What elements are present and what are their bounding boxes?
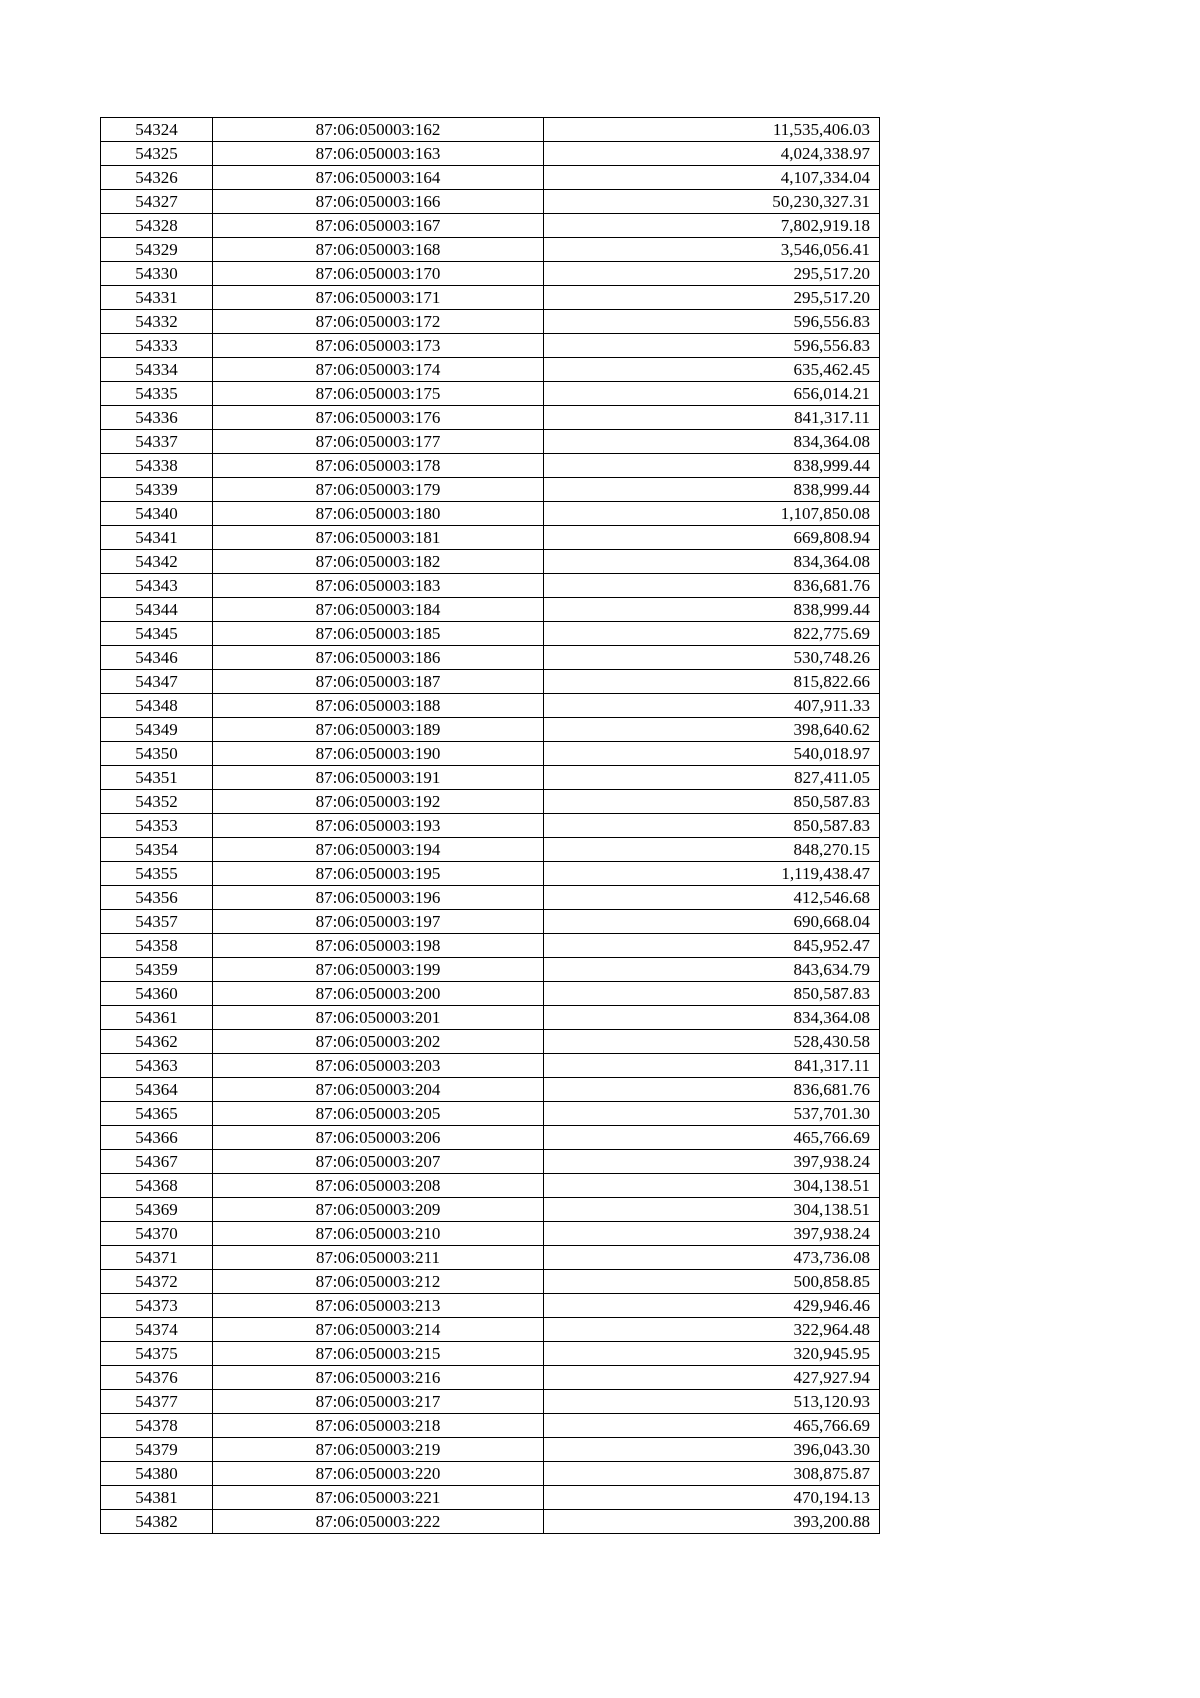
cadastral-number-cell: 87:06:050003:204 bbox=[213, 1078, 544, 1102]
table-row bbox=[101, 1006, 880, 1030]
table-row bbox=[101, 1342, 880, 1366]
row-number-cell: 54381 bbox=[101, 1486, 213, 1510]
row-number-cell: 54357 bbox=[101, 910, 213, 934]
value-cell: 836,681.76 bbox=[544, 1078, 880, 1102]
row-number-cell: 54343 bbox=[101, 574, 213, 598]
row-number-cell: 54363 bbox=[101, 1054, 213, 1078]
table-row bbox=[101, 910, 880, 934]
value-cell: 827,411.05 bbox=[544, 766, 880, 790]
value-cell: 4,024,338.97 bbox=[544, 142, 880, 166]
value-cell: 397,938.24 bbox=[544, 1222, 880, 1246]
row-number-cell: 54331 bbox=[101, 286, 213, 310]
row-number-cell: 54326 bbox=[101, 166, 213, 190]
cadastre-value-table bbox=[100, 117, 880, 1534]
value-cell: 690,668.04 bbox=[544, 910, 880, 934]
table-row bbox=[101, 334, 880, 358]
value-cell: 815,822.66 bbox=[544, 670, 880, 694]
table-row bbox=[101, 1414, 880, 1438]
row-number-cell: 54332 bbox=[101, 310, 213, 334]
cadastral-number-cell: 87:06:050003:203 bbox=[213, 1054, 544, 1078]
cadastral-number-cell: 87:06:050003:208 bbox=[213, 1174, 544, 1198]
value-cell: 669,808.94 bbox=[544, 526, 880, 550]
value-cell: 843,634.79 bbox=[544, 958, 880, 982]
cadastral-number-cell: 87:06:050003:213 bbox=[213, 1294, 544, 1318]
cadastral-number-cell: 87:06:050003:177 bbox=[213, 430, 544, 454]
table-row bbox=[101, 166, 880, 190]
row-number-cell: 54355 bbox=[101, 862, 213, 886]
cadastral-number-cell: 87:06:050003:171 bbox=[213, 286, 544, 310]
table-row bbox=[101, 862, 880, 886]
value-cell: 322,964.48 bbox=[544, 1318, 880, 1342]
row-number-cell: 54349 bbox=[101, 718, 213, 742]
table-row bbox=[101, 670, 880, 694]
value-cell: 50,230,327.31 bbox=[544, 190, 880, 214]
cadastral-number-cell: 87:06:050003:185 bbox=[213, 622, 544, 646]
row-number-cell: 54327 bbox=[101, 190, 213, 214]
cadastral-number-cell: 87:06:050003:168 bbox=[213, 238, 544, 262]
table-row bbox=[101, 1150, 880, 1174]
cadastral-number-cell: 87:06:050003:207 bbox=[213, 1150, 544, 1174]
row-number-cell: 54361 bbox=[101, 1006, 213, 1030]
cadastral-number-cell: 87:06:050003:164 bbox=[213, 166, 544, 190]
table-row bbox=[101, 598, 880, 622]
value-cell: 838,999.44 bbox=[544, 598, 880, 622]
row-number-cell: 54354 bbox=[101, 838, 213, 862]
row-number-cell: 54365 bbox=[101, 1102, 213, 1126]
table-row bbox=[101, 1222, 880, 1246]
row-number-cell: 54347 bbox=[101, 670, 213, 694]
table-row bbox=[101, 286, 880, 310]
cadastral-number-cell: 87:06:050003:196 bbox=[213, 886, 544, 910]
value-cell: 841,317.11 bbox=[544, 406, 880, 430]
row-number-cell: 54360 bbox=[101, 982, 213, 1006]
value-cell: 822,775.69 bbox=[544, 622, 880, 646]
row-number-cell: 54342 bbox=[101, 550, 213, 574]
value-cell: 1,119,438.47 bbox=[544, 862, 880, 886]
row-number-cell: 54346 bbox=[101, 646, 213, 670]
cadastral-number-cell: 87:06:050003:195 bbox=[213, 862, 544, 886]
table-row bbox=[101, 646, 880, 670]
row-number-cell: 54341 bbox=[101, 526, 213, 550]
cadastral-number-cell: 87:06:050003:199 bbox=[213, 958, 544, 982]
table-body bbox=[101, 118, 880, 1534]
value-cell: 11,535,406.03 bbox=[544, 118, 880, 142]
table-row bbox=[101, 1462, 880, 1486]
cadastral-number-cell: 87:06:050003:197 bbox=[213, 910, 544, 934]
row-number-cell: 54352 bbox=[101, 790, 213, 814]
row-number-cell: 54367 bbox=[101, 1150, 213, 1174]
value-cell: 465,766.69 bbox=[544, 1414, 880, 1438]
row-number-cell: 54340 bbox=[101, 502, 213, 526]
value-cell: 537,701.30 bbox=[544, 1102, 880, 1126]
row-number-cell: 54333 bbox=[101, 334, 213, 358]
value-cell: 407,911.33 bbox=[544, 694, 880, 718]
cadastral-number-cell: 87:06:050003:178 bbox=[213, 454, 544, 478]
cadastral-number-cell: 87:06:050003:219 bbox=[213, 1438, 544, 1462]
table-row bbox=[101, 814, 880, 838]
value-cell: 304,138.51 bbox=[544, 1198, 880, 1222]
cadastral-number-cell: 87:06:050003:198 bbox=[213, 934, 544, 958]
table-row bbox=[101, 934, 880, 958]
table-row bbox=[101, 238, 880, 262]
row-number-cell: 54329 bbox=[101, 238, 213, 262]
value-cell: 596,556.83 bbox=[544, 310, 880, 334]
row-number-cell: 54382 bbox=[101, 1510, 213, 1534]
table-row bbox=[101, 886, 880, 910]
table-row bbox=[101, 958, 880, 982]
row-number-cell: 54351 bbox=[101, 766, 213, 790]
cadastral-number-cell: 87:06:050003:205 bbox=[213, 1102, 544, 1126]
cadastral-number-cell: 87:06:050003:174 bbox=[213, 358, 544, 382]
cadastral-number-cell: 87:06:050003:187 bbox=[213, 670, 544, 694]
row-number-cell: 54334 bbox=[101, 358, 213, 382]
table-row bbox=[101, 406, 880, 430]
row-number-cell: 54369 bbox=[101, 1198, 213, 1222]
table-row bbox=[101, 718, 880, 742]
cadastral-number-cell: 87:06:050003:173 bbox=[213, 334, 544, 358]
row-number-cell: 54338 bbox=[101, 454, 213, 478]
value-cell: 7,802,919.18 bbox=[544, 214, 880, 238]
cadastral-number-cell: 87:06:050003:189 bbox=[213, 718, 544, 742]
cadastral-number-cell: 87:06:050003:200 bbox=[213, 982, 544, 1006]
table-row bbox=[101, 1366, 880, 1390]
table-row bbox=[101, 1270, 880, 1294]
row-number-cell: 54372 bbox=[101, 1270, 213, 1294]
value-cell: 412,546.68 bbox=[544, 886, 880, 910]
cadastral-number-cell: 87:06:050003:215 bbox=[213, 1342, 544, 1366]
row-number-cell: 54378 bbox=[101, 1414, 213, 1438]
table-row bbox=[101, 1438, 880, 1462]
table-row bbox=[101, 478, 880, 502]
table-row bbox=[101, 502, 880, 526]
row-number-cell: 54359 bbox=[101, 958, 213, 982]
value-cell: 320,945.95 bbox=[544, 1342, 880, 1366]
table-row bbox=[101, 742, 880, 766]
table-row bbox=[101, 190, 880, 214]
value-cell: 398,640.62 bbox=[544, 718, 880, 742]
row-number-cell: 54371 bbox=[101, 1246, 213, 1270]
row-number-cell: 54344 bbox=[101, 598, 213, 622]
value-cell: 838,999.44 bbox=[544, 478, 880, 502]
value-cell: 500,858.85 bbox=[544, 1270, 880, 1294]
cadastral-number-cell: 87:06:050003:190 bbox=[213, 742, 544, 766]
value-cell: 845,952.47 bbox=[544, 934, 880, 958]
table-row bbox=[101, 118, 880, 142]
value-cell: 304,138.51 bbox=[544, 1174, 880, 1198]
table-row bbox=[101, 454, 880, 478]
row-number-cell: 54353 bbox=[101, 814, 213, 838]
row-number-cell: 54358 bbox=[101, 934, 213, 958]
cadastral-number-cell: 87:06:050003:183 bbox=[213, 574, 544, 598]
cadastral-number-cell: 87:06:050003:167 bbox=[213, 214, 544, 238]
cadastral-number-cell: 87:06:050003:188 bbox=[213, 694, 544, 718]
row-number-cell: 54350 bbox=[101, 742, 213, 766]
cadastral-number-cell: 87:06:050003:184 bbox=[213, 598, 544, 622]
table-row bbox=[101, 142, 880, 166]
value-cell: 473,736.08 bbox=[544, 1246, 880, 1270]
cadastral-number-cell: 87:06:050003:181 bbox=[213, 526, 544, 550]
value-cell: 850,587.83 bbox=[544, 982, 880, 1006]
cadastral-number-cell: 87:06:050003:186 bbox=[213, 646, 544, 670]
table-row bbox=[101, 838, 880, 862]
value-cell: 393,200.88 bbox=[544, 1510, 880, 1534]
table-row bbox=[101, 262, 880, 286]
table-row bbox=[101, 1390, 880, 1414]
table-row bbox=[101, 694, 880, 718]
cadastral-number-cell: 87:06:050003:172 bbox=[213, 310, 544, 334]
table-row bbox=[101, 550, 880, 574]
table-row bbox=[101, 1078, 880, 1102]
cadastral-number-cell: 87:06:050003:192 bbox=[213, 790, 544, 814]
table-row bbox=[101, 622, 880, 646]
row-number-cell: 54364 bbox=[101, 1078, 213, 1102]
cadastral-number-cell: 87:06:050003:180 bbox=[213, 502, 544, 526]
value-cell: 850,587.83 bbox=[544, 814, 880, 838]
table-row bbox=[101, 1246, 880, 1270]
table-row bbox=[101, 1174, 880, 1198]
value-cell: 834,364.08 bbox=[544, 550, 880, 574]
row-number-cell: 54356 bbox=[101, 886, 213, 910]
cadastral-number-cell: 87:06:050003:222 bbox=[213, 1510, 544, 1534]
value-cell: 850,587.83 bbox=[544, 790, 880, 814]
value-cell: 834,364.08 bbox=[544, 1006, 880, 1030]
value-cell: 295,517.20 bbox=[544, 286, 880, 310]
cadastral-number-cell: 87:06:050003:182 bbox=[213, 550, 544, 574]
cadastral-number-cell: 87:06:050003:202 bbox=[213, 1030, 544, 1054]
row-number-cell: 54380 bbox=[101, 1462, 213, 1486]
table-row bbox=[101, 358, 880, 382]
value-cell: 848,270.15 bbox=[544, 838, 880, 862]
cadastral-number-cell: 87:06:050003:163 bbox=[213, 142, 544, 166]
row-number-cell: 54374 bbox=[101, 1318, 213, 1342]
value-cell: 397,938.24 bbox=[544, 1150, 880, 1174]
table-row bbox=[101, 1294, 880, 1318]
table-row bbox=[101, 1126, 880, 1150]
value-cell: 836,681.76 bbox=[544, 574, 880, 598]
value-cell: 513,120.93 bbox=[544, 1390, 880, 1414]
row-number-cell: 54328 bbox=[101, 214, 213, 238]
value-cell: 427,927.94 bbox=[544, 1366, 880, 1390]
row-number-cell: 54373 bbox=[101, 1294, 213, 1318]
cadastral-number-cell: 87:06:050003:210 bbox=[213, 1222, 544, 1246]
cadastral-number-cell: 87:06:050003:191 bbox=[213, 766, 544, 790]
cadastral-number-cell: 87:06:050003:170 bbox=[213, 262, 544, 286]
row-number-cell: 54362 bbox=[101, 1030, 213, 1054]
value-cell: 635,462.45 bbox=[544, 358, 880, 382]
table-row bbox=[101, 1318, 880, 1342]
table-row bbox=[101, 310, 880, 334]
table-row bbox=[101, 526, 880, 550]
value-cell: 540,018.97 bbox=[544, 742, 880, 766]
table-row bbox=[101, 382, 880, 406]
value-cell: 528,430.58 bbox=[544, 1030, 880, 1054]
value-cell: 396,043.30 bbox=[544, 1438, 880, 1462]
table-row bbox=[101, 1054, 880, 1078]
cadastral-number-cell: 87:06:050003:214 bbox=[213, 1318, 544, 1342]
cadastral-number-cell: 87:06:050003:212 bbox=[213, 1270, 544, 1294]
table-row bbox=[101, 1510, 880, 1534]
value-cell: 1,107,850.08 bbox=[544, 502, 880, 526]
row-number-cell: 54379 bbox=[101, 1438, 213, 1462]
cadastral-number-cell: 87:06:050003:216 bbox=[213, 1366, 544, 1390]
cadastral-number-cell: 87:06:050003:201 bbox=[213, 1006, 544, 1030]
table-row bbox=[101, 214, 880, 238]
value-cell: 841,317.11 bbox=[544, 1054, 880, 1078]
cadastral-number-cell: 87:06:050003:211 bbox=[213, 1246, 544, 1270]
row-number-cell: 54348 bbox=[101, 694, 213, 718]
value-cell: 530,748.26 bbox=[544, 646, 880, 670]
cadastral-number-cell: 87:06:050003:220 bbox=[213, 1462, 544, 1486]
value-cell: 596,556.83 bbox=[544, 334, 880, 358]
value-cell: 465,766.69 bbox=[544, 1126, 880, 1150]
cadastral-number-cell: 87:06:050003:217 bbox=[213, 1390, 544, 1414]
cadastral-number-cell: 87:06:050003:162 bbox=[213, 118, 544, 142]
table-row bbox=[101, 1198, 880, 1222]
row-number-cell: 54345 bbox=[101, 622, 213, 646]
row-number-cell: 54324 bbox=[101, 118, 213, 142]
cadastral-number-cell: 87:06:050003:176 bbox=[213, 406, 544, 430]
cadastral-number-cell: 87:06:050003:179 bbox=[213, 478, 544, 502]
row-number-cell: 54377 bbox=[101, 1390, 213, 1414]
table-row bbox=[101, 1486, 880, 1510]
cadastral-number-cell: 87:06:050003:166 bbox=[213, 190, 544, 214]
row-number-cell: 54376 bbox=[101, 1366, 213, 1390]
cadastral-number-cell: 87:06:050003:209 bbox=[213, 1198, 544, 1222]
row-number-cell: 54336 bbox=[101, 406, 213, 430]
value-cell: 3,546,056.41 bbox=[544, 238, 880, 262]
cadastral-number-cell: 87:06:050003:194 bbox=[213, 838, 544, 862]
row-number-cell: 54335 bbox=[101, 382, 213, 406]
table-row bbox=[101, 790, 880, 814]
value-cell: 295,517.20 bbox=[544, 262, 880, 286]
row-number-cell: 54325 bbox=[101, 142, 213, 166]
table-row bbox=[101, 766, 880, 790]
table-row bbox=[101, 982, 880, 1006]
cadastral-number-cell: 87:06:050003:206 bbox=[213, 1126, 544, 1150]
cadastral-number-cell: 87:06:050003:193 bbox=[213, 814, 544, 838]
row-number-cell: 54368 bbox=[101, 1174, 213, 1198]
cadastral-number-cell: 87:06:050003:221 bbox=[213, 1486, 544, 1510]
cadastral-number-cell: 87:06:050003:218 bbox=[213, 1414, 544, 1438]
table-row bbox=[101, 574, 880, 598]
row-number-cell: 54366 bbox=[101, 1126, 213, 1150]
row-number-cell: 54375 bbox=[101, 1342, 213, 1366]
row-number-cell: 54339 bbox=[101, 478, 213, 502]
row-number-cell: 54370 bbox=[101, 1222, 213, 1246]
cadastral-number-cell: 87:06:050003:175 bbox=[213, 382, 544, 406]
value-cell: 838,999.44 bbox=[544, 454, 880, 478]
table-row bbox=[101, 1102, 880, 1126]
value-cell: 656,014.21 bbox=[544, 382, 880, 406]
row-number-cell: 54337 bbox=[101, 430, 213, 454]
value-cell: 4,107,334.04 bbox=[544, 166, 880, 190]
value-cell: 470,194.13 bbox=[544, 1486, 880, 1510]
value-cell: 308,875.87 bbox=[544, 1462, 880, 1486]
value-cell: 429,946.46 bbox=[544, 1294, 880, 1318]
value-cell: 834,364.08 bbox=[544, 430, 880, 454]
table-row bbox=[101, 430, 880, 454]
row-number-cell: 54330 bbox=[101, 262, 213, 286]
table-row bbox=[101, 1030, 880, 1054]
